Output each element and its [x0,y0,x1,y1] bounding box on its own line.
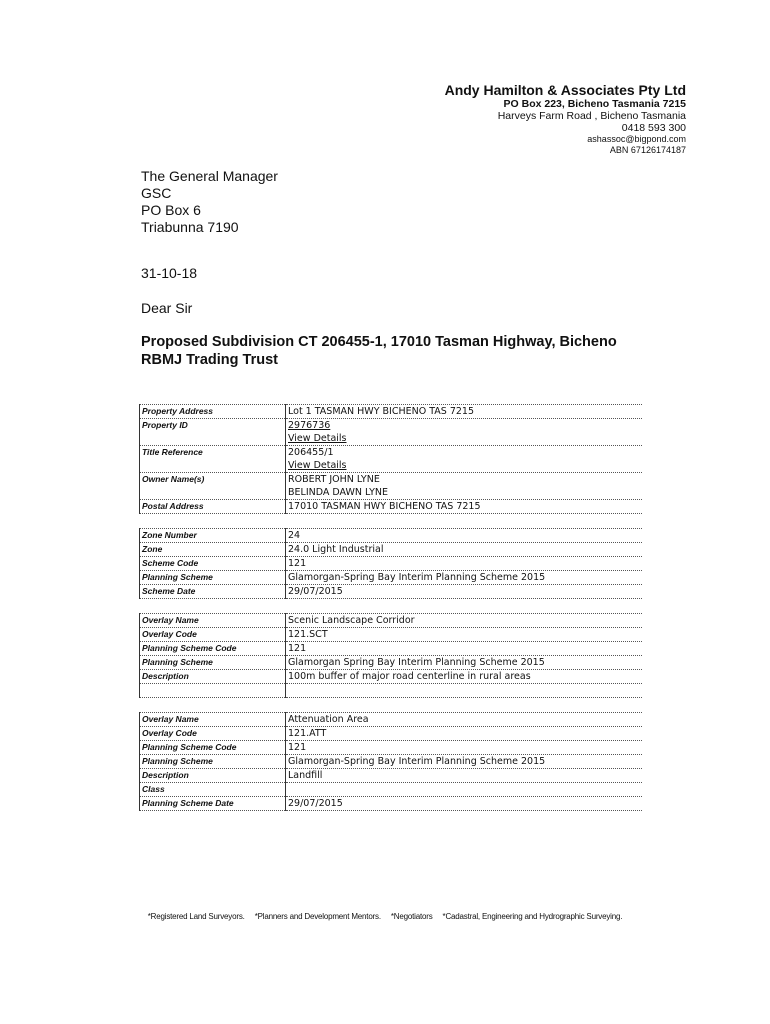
property-table [139,404,642,514]
table-row [140,585,643,599]
row-value: Lot 1 TASMAN HWY BICHENO TAS 7215 [286,405,643,419]
table-row [140,670,643,684]
row-label: Planning Scheme [140,571,286,585]
row-label: Property ID [140,419,286,446]
table-row [140,446,643,473]
row-label: Owner Name(s) [140,473,286,500]
row-label: Overlay Code [140,727,286,741]
footer-item: *Planners and Development Mentors. [254,912,381,921]
table-row [140,642,643,656]
title-reference-value: 206455/1 [288,447,334,458]
table-row [140,783,643,797]
table-row [140,614,643,628]
recipient-line: The General Manager [141,168,278,184]
row-value: 100m buffer of major road centerline in rural areas [286,670,643,684]
table-row [140,571,643,585]
row-label: Description [140,670,286,684]
row-value: 121 [286,642,643,656]
row-label: Title Reference [140,446,286,473]
company-abn: ABN 67126174187 [609,144,686,155]
row-label: Overlay Name [140,713,286,727]
footer-item: *Cadastral, Engineering and Hydrographic Surveying. [442,912,623,921]
row-value: 121.ATT [286,727,643,741]
company-po-box: PO Box 223, Bicheno Tasmania 7215 [503,98,686,110]
table-row [140,741,643,755]
row-label: Planning Scheme Code [140,642,286,656]
row-value: 121.SCT [286,628,643,642]
table-row [140,500,643,514]
row-value [286,446,643,473]
row-value: 29/07/2015 [286,585,643,599]
subject-line: Proposed Subdivision CT 206455-1, 17010 Tasman Highway, Bicheno [141,334,617,350]
recipient-line: Triabunna 7190 [141,219,239,235]
footer-item: *Registered Land Surveyors. [147,912,245,921]
row-label: Planning Scheme [140,656,286,670]
row-value: Attenuation Area [286,713,643,727]
row-value: 29/07/2015 [286,797,643,811]
table-row [140,529,643,543]
row-label: Zone Number [140,529,286,543]
zone-table [139,528,642,599]
row-label: Description [140,769,286,783]
row-value: Glamorgan-Spring Bay Interim Planning Scheme 2015 [286,571,643,585]
row-label: Overlay Name [140,614,286,628]
company-email: ashassoc@bigpond.com [587,134,686,144]
table-row [140,543,643,557]
row-value [286,473,643,500]
footer-item: *Negotiators [390,912,433,921]
table-row [140,405,643,419]
row-value-empty [286,684,643,698]
footer-services [0,912,770,921]
title-view-details-link[interactable]: View Details [288,460,347,471]
row-label: Planning Scheme [140,755,286,769]
table-row [140,473,643,500]
row-label: Overlay Code [140,628,286,642]
row-label: Property Address [140,405,286,419]
company-phone: 0418 593 300 [621,122,686,134]
table-row [140,727,643,741]
row-label: Zone [140,543,286,557]
recipient-line: GSC [141,185,172,201]
owner-name: BELINDA DAWN LYNE [288,487,388,498]
subject-heading [141,333,617,369]
table-row [140,557,643,571]
row-label: Class [140,783,286,797]
recipient-address [141,168,278,236]
row-value: Glamorgan Spring Bay Interim Planning Scheme 2015 [286,656,643,670]
row-value [286,419,643,446]
table-row [140,628,643,642]
row-label: Planning Scheme Date [140,797,286,811]
row-value: Scenic Landscape Corridor [286,614,643,628]
table-row [140,755,643,769]
letterhead [445,82,686,155]
table-row [140,656,643,670]
letter-date: 31-10-18 [141,265,198,281]
row-value: 121 [286,557,643,571]
row-value: Landfill [286,769,643,783]
table-row [140,419,643,446]
row-label-empty [140,684,286,698]
row-value: 24.0 Light Industrial [286,543,643,557]
property-info-tables [139,404,642,825]
company-street: Harveys Farm Road , Bicheno Tasmania [497,110,686,122]
property-id-link[interactable]: 2976736 [288,420,331,431]
row-value: 17010 TASMAN HWY BICHENO TAS 7215 [286,500,643,514]
property-view-details-link[interactable]: View Details [288,433,347,444]
row-value [286,783,643,797]
row-label: Scheme Date [140,585,286,599]
recipient-line: PO Box 6 [141,202,201,218]
table-row [140,713,643,727]
row-value: 24 [286,529,643,543]
table-row [140,797,643,811]
row-label: Planning Scheme Code [140,741,286,755]
company-name: Andy Hamilton & Associates Pty Ltd [444,82,686,98]
subject-line: RBMJ Trading Trust [141,352,278,368]
table-row [140,684,643,698]
row-value: 121 [286,741,643,755]
row-label: Scheme Code [140,557,286,571]
row-value: Glamorgan-Spring Bay Interim Planning Scheme 2015 [286,755,643,769]
salutation: Dear Sir [141,300,193,316]
overlay-table-attenuation [139,712,642,811]
row-label: Postal Address [140,500,286,514]
owner-name: ROBERT JOHN LYNE [288,474,380,485]
overlay-table-scenic [139,613,642,698]
table-row [140,769,643,783]
